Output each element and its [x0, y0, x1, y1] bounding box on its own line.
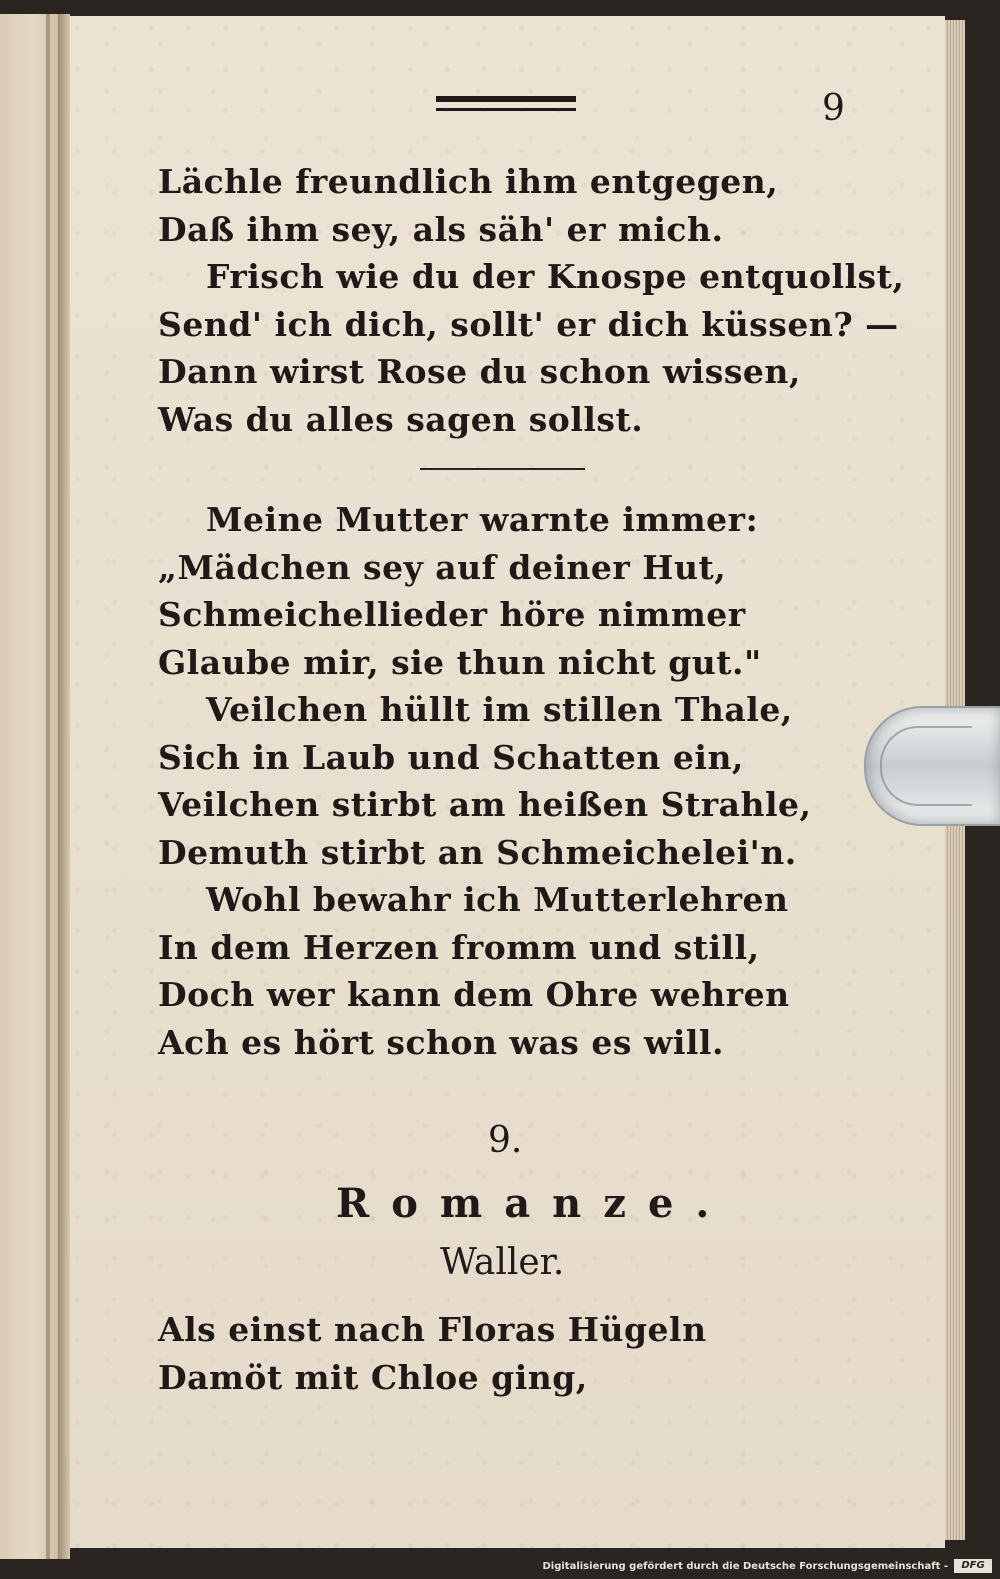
poem-number: 9.	[488, 1120, 523, 1161]
poem-author: Waller.	[440, 1242, 565, 1283]
stanza-mutter	[158, 496, 811, 1066]
verse-line: Wohl bewahr ich Mutterlehren	[206, 880, 789, 919]
verse-line: Als einst nach Floras Hügeln	[158, 1310, 707, 1349]
verse-line: Sich in Laub und Schatten ein,	[158, 737, 744, 777]
page-number: 9	[822, 88, 845, 129]
verse-line: Glaube mir, sie thun nicht gut."	[158, 642, 762, 682]
verse-line: Veilchen stirbt am heißen Strahle,	[158, 785, 812, 824]
verse-line: „Mädchen sey auf deiner Hut,	[158, 547, 727, 587]
stanza-romanze	[158, 1306, 707, 1401]
book-gutter	[58, 14, 70, 1559]
verse-line: Dann wirst Rose du schon wissen,	[158, 352, 801, 391]
digitization-credit: Digitalisierung gefördert durch die Deutsche Forschungsgemeinschaft -	[542, 1561, 948, 1572]
dfg-logo: DFG	[954, 1559, 992, 1573]
verse-line: Frisch wie du der Knospe entquollst,	[206, 257, 905, 296]
verse-line: In dem Herzen fromm und still,	[158, 927, 760, 967]
left-page-edge	[0, 14, 60, 1559]
section-divider	[420, 468, 585, 470]
verse-line: Demuth stirbt an Schmeichelei'n.	[158, 832, 797, 872]
verse-line: Doch wer kann dem Ohre wehren	[158, 975, 790, 1014]
verse-line: Was du alles sagen sollst.	[158, 399, 644, 439]
verse-line: Daß ihm sey, als säh' er mich.	[158, 209, 724, 249]
stanza-continued	[158, 158, 904, 443]
page-clip	[864, 706, 1000, 826]
verse-line: Veilchen hüllt im stillen Thale,	[206, 690, 793, 729]
verse-line: Lächle freundlich ihm entgegen,	[158, 162, 779, 201]
verse-line: Meine Mutter warnte immer:	[206, 500, 759, 539]
verse-line: Ach es hört schon was es will.	[158, 1022, 724, 1062]
poem-title: Romanze.	[336, 1180, 732, 1227]
verse-line: Damöt mit Chloe ging,	[158, 1357, 588, 1397]
verse-line: Schmeichellieder höre nimmer	[158, 595, 746, 634]
verse-line: Send' ich dich, sollt' er dich küssen? —	[158, 304, 899, 344]
header-double-rule	[436, 96, 576, 112]
